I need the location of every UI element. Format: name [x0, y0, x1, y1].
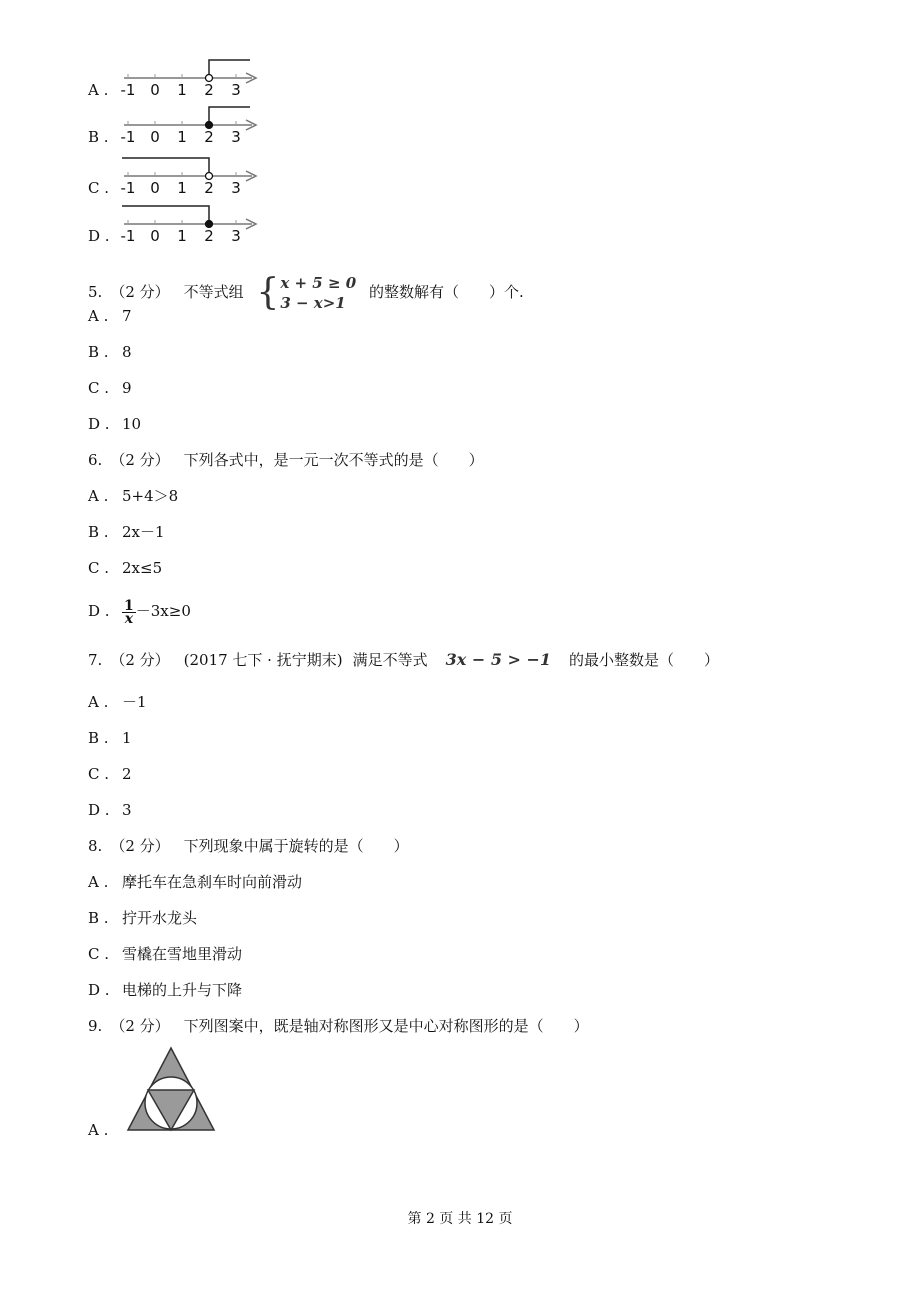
- option-label: C .: [88, 379, 110, 397]
- question-score: （2 分）: [110, 837, 170, 855]
- option-label: C .: [88, 945, 110, 963]
- tick-label: 2: [204, 179, 214, 197]
- option-text: 9: [122, 379, 132, 397]
- tick-label: 1: [177, 128, 187, 146]
- option-text: 7: [122, 307, 132, 325]
- option-text: 8: [122, 343, 132, 361]
- q5-option-d[interactable]: [88, 414, 141, 434]
- q7-option-a[interactable]: [88, 692, 147, 712]
- q8-option-d[interactable]: [88, 980, 242, 1000]
- option-label: B .: [88, 909, 109, 927]
- q8-stem: [88, 836, 409, 856]
- question-score: （2 分）: [110, 451, 170, 469]
- inequality-system: [256, 273, 356, 313]
- option-text: 拧开水龙头: [122, 909, 198, 927]
- q4-option-b[interactable]: [88, 127, 122, 147]
- question-score: （2 分）: [110, 651, 170, 669]
- option-label: B .: [88, 523, 109, 541]
- option-text: 10: [122, 415, 142, 433]
- q7-option-b[interactable]: [88, 728, 132, 748]
- question-text: 满足不等式: [352, 651, 428, 669]
- option-text: 2x－1: [122, 523, 165, 541]
- q7-stem: [88, 650, 719, 670]
- fraction-numerator: 1: [124, 597, 134, 614]
- question-score: （2 分）: [110, 1017, 170, 1035]
- option-text: 摩托车在急刹车时向前滑动: [122, 873, 303, 891]
- q4-option-c[interactable]: [88, 178, 122, 198]
- tick-label: 2: [204, 128, 214, 146]
- q7-option-c[interactable]: [88, 764, 132, 784]
- q5-option-a[interactable]: [88, 306, 132, 326]
- q8-option-b[interactable]: [88, 908, 197, 928]
- option-label: D .: [88, 227, 110, 245]
- option-label: D .: [88, 415, 110, 433]
- option-text: 电梯的上升与下降: [122, 981, 243, 999]
- option-text: －1: [122, 693, 147, 711]
- tick-label: 3: [231, 227, 241, 245]
- tick-label: 0: [150, 128, 160, 146]
- question-number: 5.: [88, 283, 103, 301]
- q4-option-d[interactable]: [88, 226, 122, 246]
- closed-point: [206, 122, 213, 129]
- tick-label: 2: [204, 227, 214, 245]
- option-label: A .: [88, 873, 109, 891]
- option-label: A .: [88, 693, 109, 711]
- question-text: 的整数解有（ ）个.: [368, 283, 524, 301]
- option-label: B .: [88, 343, 109, 361]
- option-text: 2x≤5: [122, 559, 163, 577]
- option-label: D .: [88, 602, 110, 620]
- tick-label: 0: [150, 179, 160, 197]
- tick-label: -1: [120, 227, 136, 245]
- q4-number-line-d: [120, 202, 260, 246]
- question-source: (2017 七下 · 抚宁期末): [183, 651, 343, 669]
- q4-number-line-b: [120, 103, 260, 147]
- tick-label: 0: [150, 81, 160, 99]
- solution-bracket: [122, 206, 209, 224]
- option-text: －3x≥0: [135, 602, 191, 620]
- system-row-1: x + 5 ≥ 0: [280, 274, 357, 292]
- tick-label: 2: [204, 81, 214, 99]
- question-text: 的最小整数是（ ）: [569, 651, 720, 669]
- question-text: 下列现象中属于旋转的是（ ）: [183, 837, 409, 855]
- question-number: 9.: [88, 1017, 103, 1035]
- triangle-circle-figure: [126, 1046, 216, 1132]
- option-text: 雪橇在雪地里滑动: [122, 945, 243, 963]
- open-point: [206, 173, 213, 180]
- option-label: A .: [88, 81, 109, 99]
- q9-option-a[interactable]: [88, 1120, 122, 1140]
- open-point: [206, 75, 213, 82]
- question-text: 下列各式中，是一元一次不等式的是（ ）: [183, 451, 484, 469]
- tick-label: -1: [120, 81, 136, 99]
- q5-option-c[interactable]: [88, 378, 132, 398]
- inequality-expression: 3x − 5 > −1: [445, 650, 552, 669]
- option-label: A .: [88, 307, 109, 325]
- question-number: 6.: [88, 451, 103, 469]
- q6-option-d[interactable]: [88, 596, 191, 626]
- tick-label: 3: [231, 81, 241, 99]
- q5-option-b[interactable]: [88, 342, 132, 362]
- option-label: C .: [88, 179, 110, 197]
- tick-label: -1: [120, 179, 136, 197]
- question-number: 7.: [88, 651, 103, 669]
- q6-option-b[interactable]: [88, 522, 165, 542]
- q4-number-line-c: [120, 154, 260, 198]
- tick-label: 1: [177, 81, 187, 99]
- option-label: D .: [88, 801, 110, 819]
- option-text: 1: [122, 729, 132, 747]
- q6-option-a[interactable]: [88, 486, 178, 506]
- q9-stem: [88, 1016, 589, 1036]
- solution-bracket: [209, 60, 250, 78]
- solution-bracket: [122, 158, 209, 176]
- option-label: A .: [88, 487, 109, 505]
- q4-option-a[interactable]: [88, 80, 122, 100]
- option-label: B .: [88, 128, 109, 146]
- option-text: 3: [122, 801, 132, 819]
- fraction-denominator: x: [124, 610, 134, 627]
- tick-label: 1: [177, 179, 187, 197]
- option-label: C .: [88, 765, 110, 783]
- q8-option-c[interactable]: [88, 944, 242, 964]
- question-score: （2 分）: [110, 283, 170, 301]
- solution-bracket: [209, 107, 250, 125]
- brace-icon: {: [256, 272, 280, 313]
- page-footer: 第 2 页 共 12 页: [407, 1211, 513, 1227]
- tick-label: 3: [231, 128, 241, 146]
- q4-number-line-a: [120, 56, 260, 100]
- tick-label: 3: [231, 179, 241, 197]
- option-label: D .: [88, 981, 110, 999]
- closed-point: [206, 221, 213, 228]
- q7-option-d[interactable]: [88, 800, 132, 820]
- question-text: 不等式组: [183, 283, 244, 301]
- option-text: 2: [122, 765, 132, 783]
- question-number: 8.: [88, 837, 103, 855]
- tick-label: 0: [150, 227, 160, 245]
- system-row-2: 3 − x>1: [280, 294, 346, 312]
- q5-stem: [88, 270, 524, 314]
- option-label: B .: [88, 729, 109, 747]
- option-label: A .: [88, 1121, 109, 1139]
- option-label: C .: [88, 559, 110, 577]
- q6-stem: [88, 450, 484, 470]
- fraction: [122, 597, 136, 627]
- q6-option-c[interactable]: [88, 558, 162, 578]
- question-text: 下列图案中，既是轴对称图形又是中心对称图形的是（ ）: [183, 1017, 589, 1035]
- tick-label: 1: [177, 227, 187, 245]
- option-text: 5+4＞8: [122, 487, 179, 505]
- tick-label: -1: [120, 128, 136, 146]
- q8-option-a[interactable]: [88, 872, 302, 892]
